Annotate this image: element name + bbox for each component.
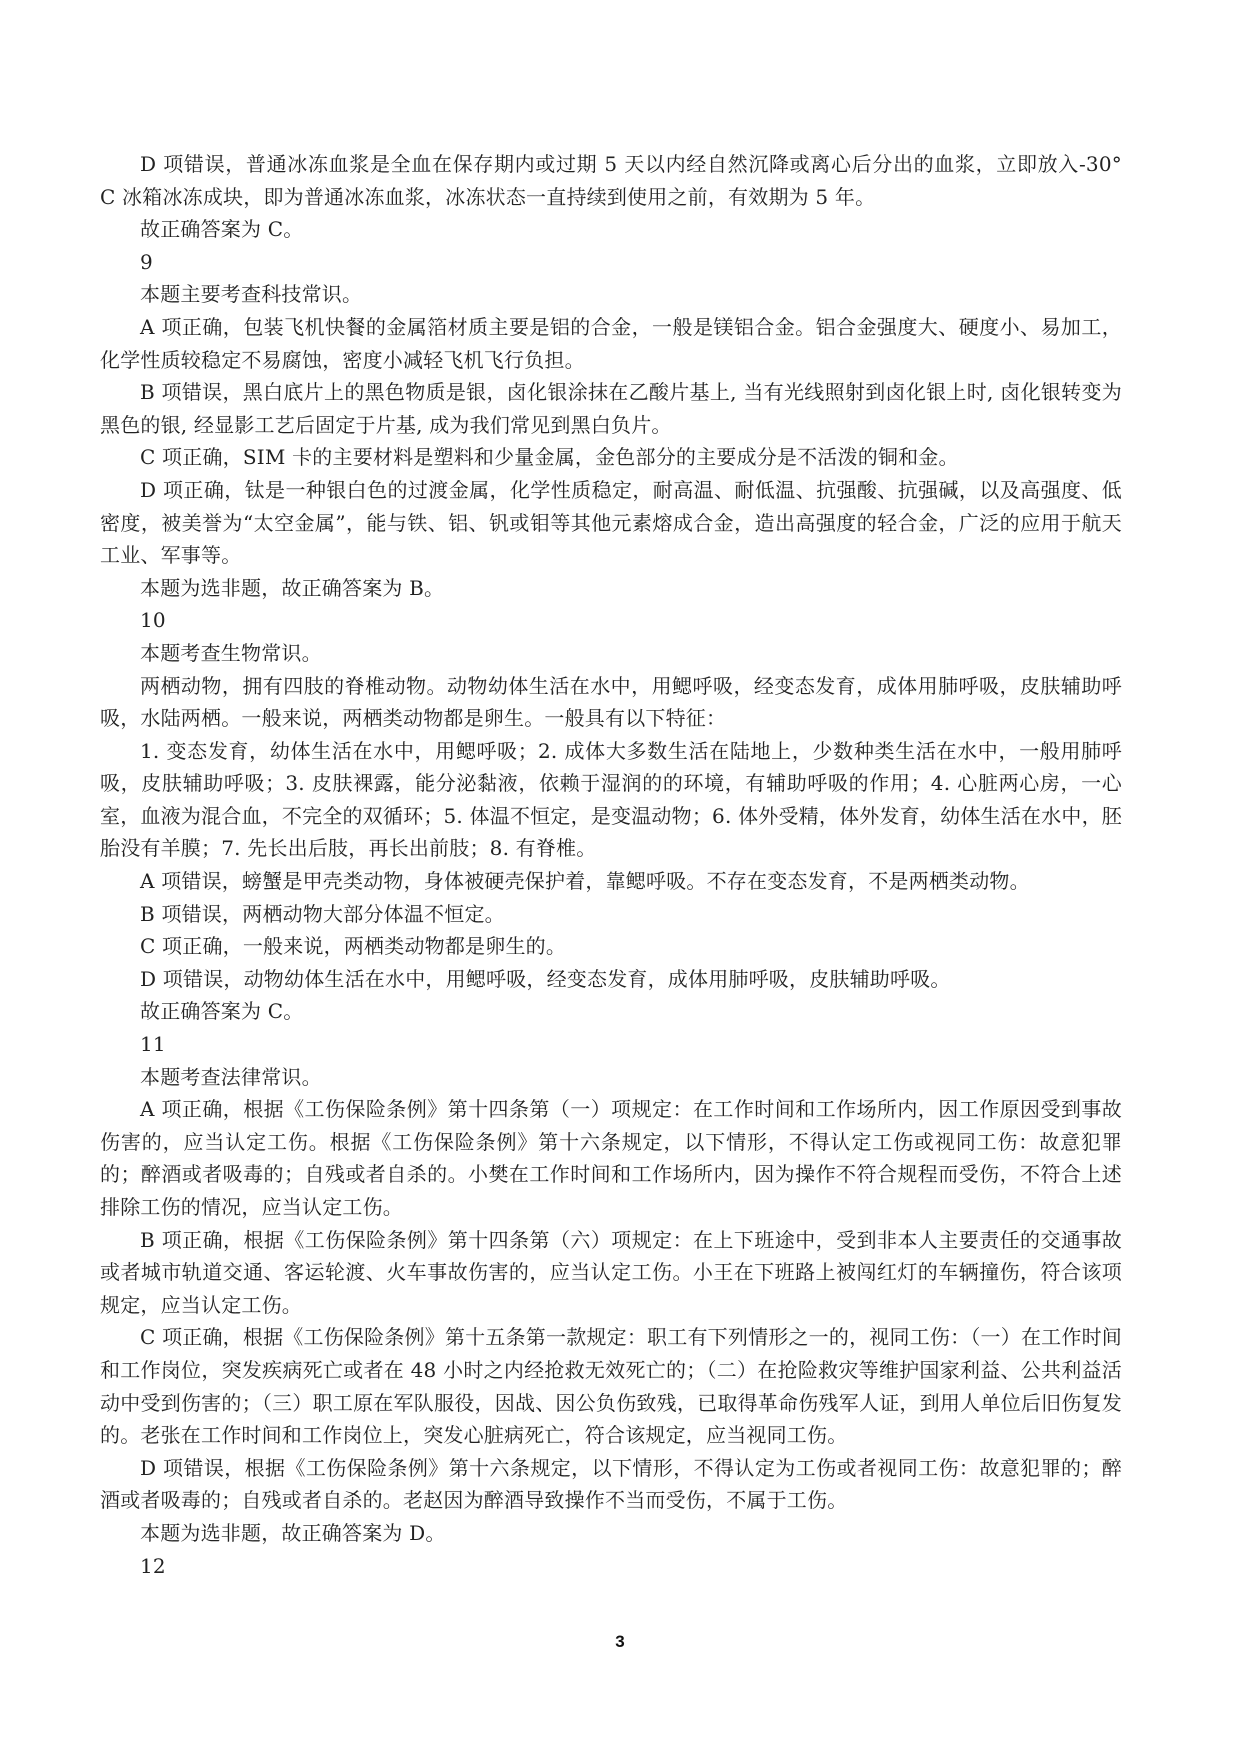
question-number-11: 11 xyxy=(140,1032,166,1057)
paragraph-q11-option-a: A 项正确，根据《工伤保险条例》第十四条第（一）项规定：在工作时间和工作场所内，因工作原因受到事故伤害的，应当认定工伤。根据《工伤保险条例》第十六条规定，以下情形，不得认定工伤或视同工伤：故意犯罪的；醉酒或者吸毒的；自残或者自杀的。小樊在工作时间和工作场所内，因为操作不符合规程而受伤，不符合上述排除工伤的情况，应当认定工伤。 xyxy=(100,1097,1122,1219)
page-number: 3 xyxy=(615,1632,625,1651)
paragraph-q10-option-d: D 项错误，动物幼体生活在水中，用鳃呼吸，经变态发育，成体用肺呼吸，皮肤辅助呼吸。 xyxy=(140,966,951,991)
paragraph-q10-answer: 故正确答案为 C。 xyxy=(140,999,304,1024)
paragraph-q8-option-d: D 项错误，普通冰冻血浆是全血在保存期内或过期 5 天以内经自然沉降或离心后分出的血浆，立即放入-30° C 冰箱冰冻成块，即为普通冰冻血浆，冰冻状态一直持续到使用之前，有效期为 5 年。 xyxy=(100,152,1122,209)
paragraph-q11-answer: 本题为选非题，故正确答案为 D。 xyxy=(140,1520,446,1545)
paragraph-q11-option-d: D 项错误，根据《工伤保险条例》第十六条规定，以下情形，不得认定为工伤或者视同工伤：故意犯罪的；醉酒或者吸毒的；自残或者自杀的。老赵因为醉酒导致操作不当而受伤，不属于工伤。 xyxy=(100,1455,1122,1513)
paragraph-q10-topic: 本题考查生物常识。 xyxy=(140,640,322,665)
paragraph-q10-option-b: B 项错误，两栖动物大部分体温不恒定。 xyxy=(140,901,505,926)
paragraph-q9-topic: 本题主要考查科技常识。 xyxy=(140,282,363,307)
document-page xyxy=(100,148,1122,1582)
question-number-12: 12 xyxy=(140,1553,166,1578)
paragraph-q11-topic: 本题考查法律常识。 xyxy=(140,1064,322,1089)
paragraph-q10-intro: 两栖动物，拥有四肢的脊椎动物。动物幼体生活在水中，用鳃呼吸，经变态发育，成体用肺呼吸，皮肤辅助呼吸，水陆两栖。一般来说，两栖类动物都是卵生。一般具有以下特征： xyxy=(100,673,1122,731)
paragraph-q10-option-c: C 项正确，一般来说，两栖类动物都是卵生的。 xyxy=(140,934,567,959)
paragraph-q10-features: 1. 变态发育，幼体生活在水中，用鳃呼吸；2. 成体大多数生活在陆地上，少数种类生活在水中，一般用肺呼吸，皮肤辅助呼吸；3. 皮肤裸露，能分泌黏液，依赖于湿润的的环境，有辅助呼吸的作用；4. 心脏两心房，一心室，血液为混合血，不完全的双循环；5. 体温不恒定，是变温动物；6. 体外受精，体外发育，幼体生活在水中，胚胎没有羊膜；7. 先长出后肢，再长出前肢；8. 有脊椎。 xyxy=(100,738,1122,861)
paragraph-q10-option-a: A 项错误，螃蟹是甲壳类动物，身体被硬壳保护着，靠鳃呼吸。不存在变态发育，不是两栖类动物。 xyxy=(140,869,1030,894)
paragraph-q11-option-c: C 项正确，根据《工伤保险条例》第十五条第一款规定：职工有下列情形之一的，视同工伤：（一）在工作时间和工作岗位，突发疾病死亡或者在 48 小时之内经抢救无效死亡的；（二）在抢险救灾等维护国家利益、公共利益活动中受到伤害的；（三）职工原在军队服役，因战、因公负伤致残，已取得革命伤残军人证，到用人单位后旧伤复发的。老张在工作时间和工作岗位上，突发心脏病死亡，符合该规定，应当视同工伤。 xyxy=(100,1325,1122,1448)
paragraph-q9-option-b: B 项错误，黑白底片上的黑色物质是银，卤化银涂抹在乙酸片基上, 当有光线照射到卤化银上时, 卤化银转变为黑色的银, 经显影工艺后固定于片基, 成为我们常见到黑白负片。 xyxy=(100,380,1122,437)
paragraph-q8-answer: 故正确答案为 C。 xyxy=(140,217,304,242)
paragraph-q9-option-d: D 项正确，钛是一种银白色的过渡金属，化学性质稳定，耐高温、耐低温、抗强酸、抗强碱，以及高强度、低密度，被美誉为“太空金属”，能与铁、铝、钒或钼等其他元素熔成合金，造出高强度的轻合金，广泛的应用于航天工业、军事等。 xyxy=(100,477,1122,568)
question-number-9: 9 xyxy=(140,249,153,274)
paragraph-q9-answer: 本题为选非题，故正确答案为 B。 xyxy=(140,575,445,600)
paragraph-q11-option-b: B 项正确，根据《工伤保险条例》第十四条第（六）项规定：在上下班途中，受到非本人主要责任的交通事故或者城市轨道交通、客运轮渡、火车事故伤害的，应当认定工伤。小王在下班路上被闯红灯的车辆撞伤，符合该项规定，应当认定工伤。 xyxy=(100,1227,1122,1317)
question-number-10: 10 xyxy=(140,608,166,633)
paragraph-q9-option-a: A 项正确，包装飞机快餐的金属箔材质主要是铝的合金，一般是镁铝合金。铝合金强度大、硬度小、易加工，化学性质较稳定不易腐蚀，密度小减轻飞机飞行负担。 xyxy=(100,314,1122,372)
paragraph-q9-option-c: C 项正确，SIM 卡的主要材料是塑料和少量金属，金色部分的主要成分是不活泼的铜和金。 xyxy=(140,445,959,470)
